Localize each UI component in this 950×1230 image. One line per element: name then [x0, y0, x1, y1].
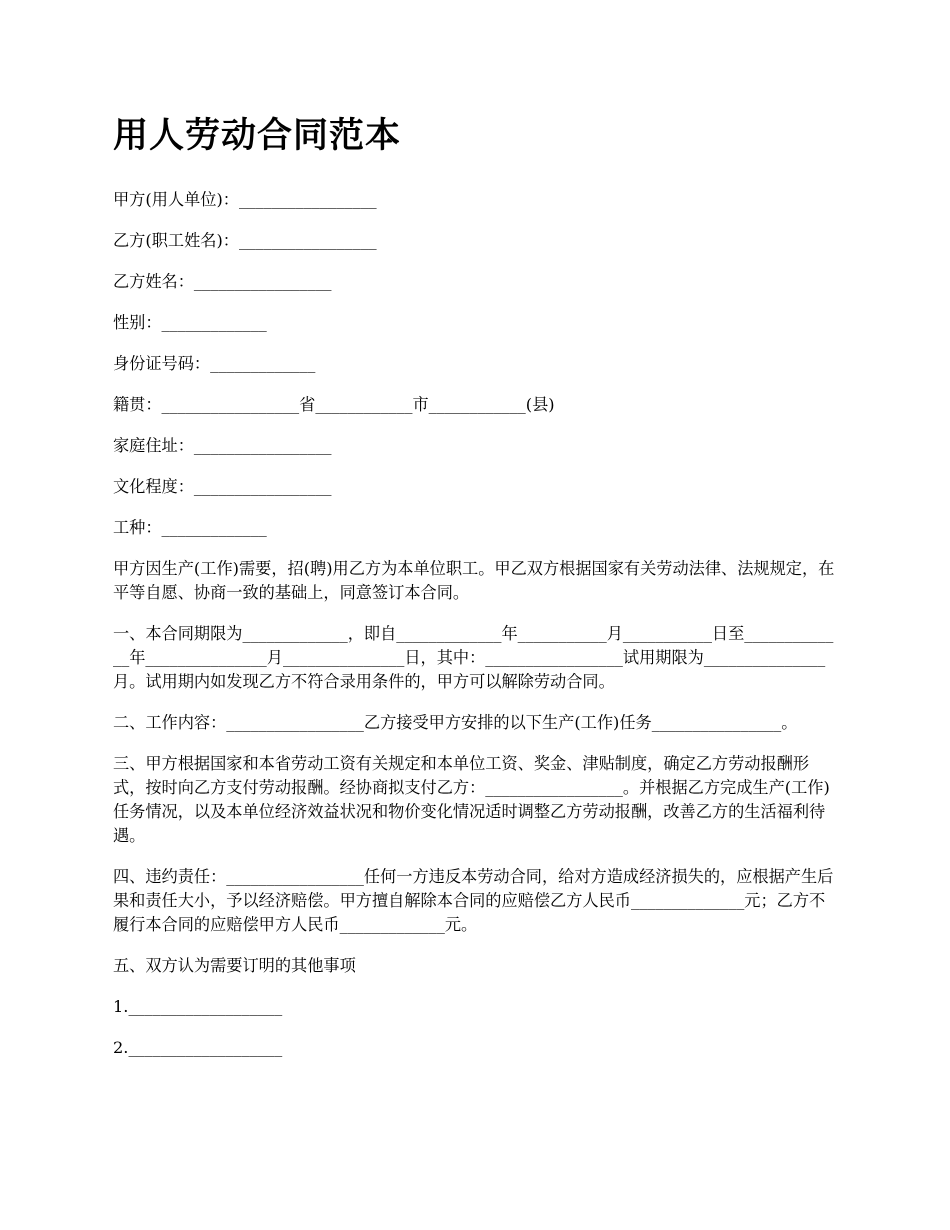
clause-4-liability: 四、违约责任：_________________任何一方违反本劳动合同，给对方造成经济损失的，应根据产生后果和责任大小，予以经济赔偿。甲方擅自解除本合同的应赔偿乙方人民币______________元；乙方不履行本合同的应赔偿甲方人民币_____________元。 [113, 867, 834, 934]
field-employer: 甲方(用人单位)：_________________ [113, 190, 377, 209]
field-education: 文化程度：_________________ [113, 477, 332, 496]
clause-5-other-matters: 五、双方认为需要订明的其他事项 [113, 956, 356, 975]
field-native-place: 籍贯：_________________省____________市____________(县) [113, 395, 555, 414]
field-id-number: 身份证号码：_____________ [113, 354, 316, 373]
field-employee-name-1: 乙方(职工姓名)：_________________ [113, 231, 377, 250]
other-item-1: 1.___________________ [113, 997, 283, 1016]
field-gender: 性别：_____________ [113, 313, 267, 332]
field-home-address: 家庭住址：_________________ [113, 436, 332, 455]
document-page [113, 112, 841, 1077]
document-title: 用人劳动合同范本 [113, 115, 402, 156]
other-item-2: 2.___________________ [113, 1038, 283, 1057]
clause-3-remuneration: 三、甲方根据国家和本省劳动工资有关规定和本单位工资、奖金、津贴制度，确定乙方劳动报酬形式，按时向乙方支付劳动报酬。经协商拟支付乙方：_________________。并根据乙方完成生产(工作)任务情况，以及本单位经济效益状况和物价变化情况适时调整乙方劳动报酬，改善乙方的生活福利待遇。 [113, 754, 830, 845]
clause-1-term: 一、本合同期限为_____________，即自_____________年___________月___________日至_____________年_______________月_______________日，其中：_________________试用期限为_______________月。试用期内如发现乙方不符合录用条件的，甲方可以解除劳动合同。 [113, 624, 834, 691]
field-employee-name-2: 乙方姓名：_________________ [113, 272, 332, 291]
field-job-type: 工种：_____________ [113, 518, 267, 537]
clause-2-work-content: 二、工作内容：_________________乙方接受甲方安排的以下生产(工作)任务________________。 [113, 713, 798, 732]
intro-paragraph: 甲方因生产(工作)需要，招(聘)用乙方为本单位职工。甲乙双方根据国家有关劳动法律、法规规定，在平等自愿、协商一致的基础上，同意签订本合同。 [113, 559, 835, 602]
